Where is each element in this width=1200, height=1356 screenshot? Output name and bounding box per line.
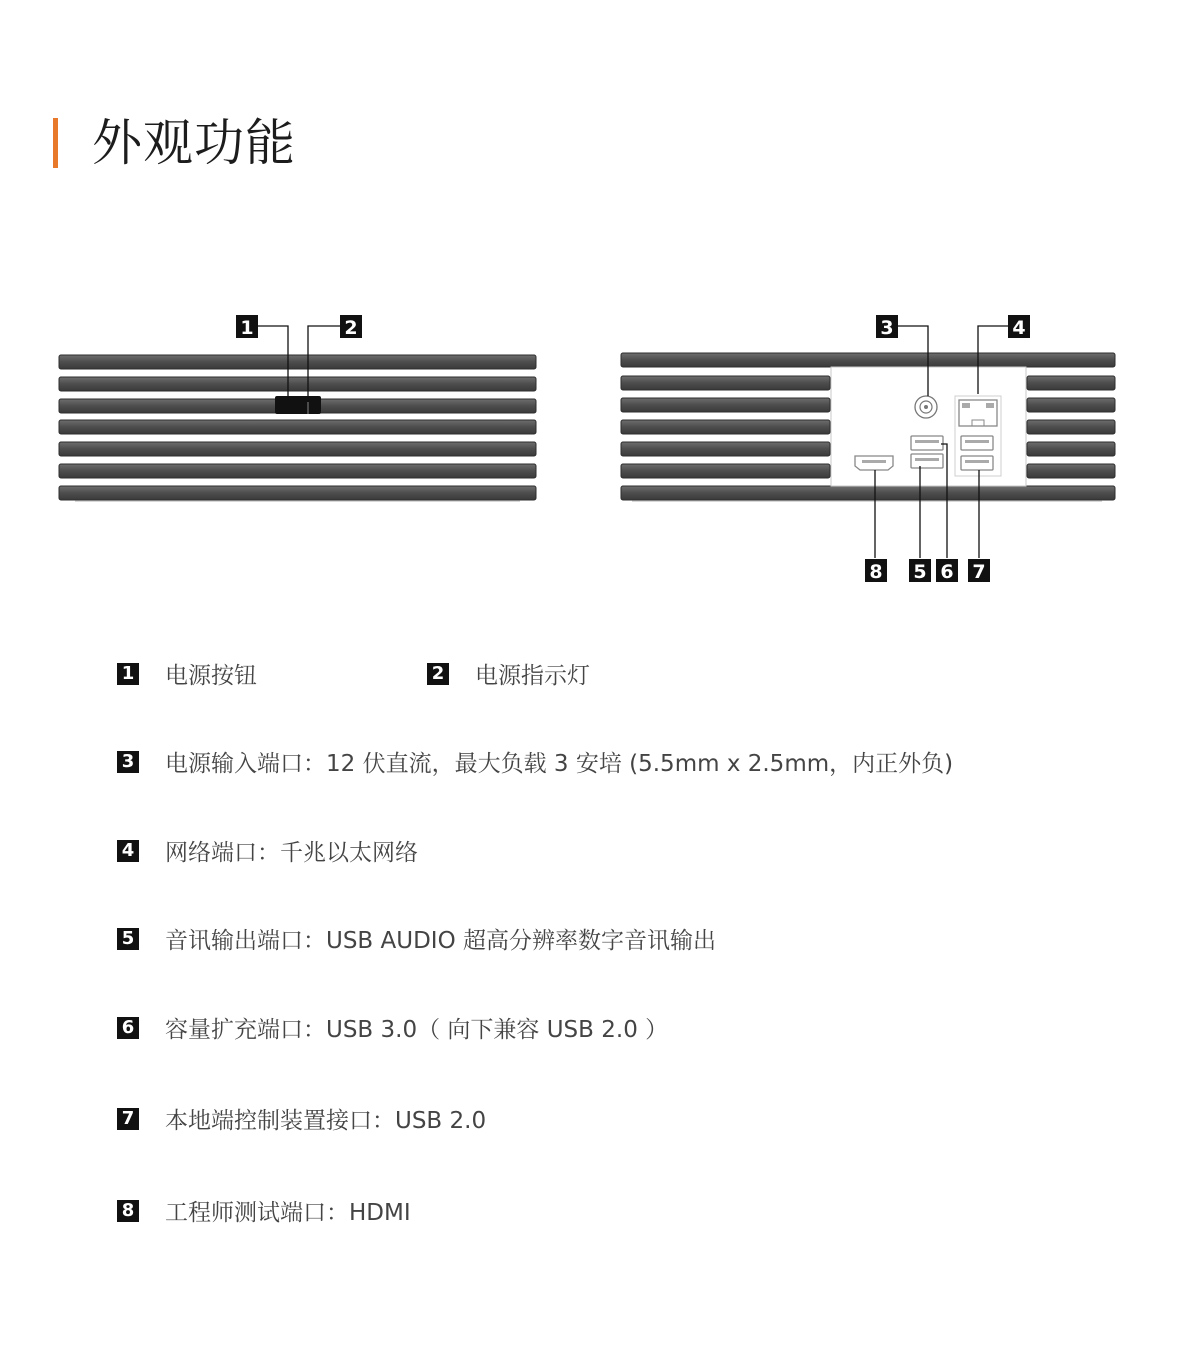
rear-top-fin xyxy=(621,353,1115,367)
callout-6 xyxy=(936,559,958,583)
legend-badge-5: 5 xyxy=(117,928,139,950)
power-button-graphic xyxy=(275,396,321,414)
legend-text-4: 网络端口：千兆以太网络 xyxy=(165,840,418,866)
callout-2-label: 2 xyxy=(344,317,358,339)
legend-text-8: 工程师测试端口：HDMI xyxy=(165,1200,411,1226)
legend-item-2 xyxy=(427,657,590,690)
callout-7 xyxy=(968,559,990,583)
page-title: 外观功能 xyxy=(92,114,296,172)
legend-item-7 xyxy=(117,1102,486,1135)
rear-right-fins xyxy=(1027,376,1115,478)
callout-8-label: 8 xyxy=(869,561,883,583)
rear-bottom-fin xyxy=(621,486,1115,500)
device-diagram xyxy=(0,0,1200,600)
callout-4-label: 4 xyxy=(1012,317,1026,339)
legend-badge-7: 7 xyxy=(117,1108,139,1130)
callout-1 xyxy=(236,315,258,339)
legend-badge-8: 8 xyxy=(117,1200,139,1222)
legend-badge-4: 4 xyxy=(117,840,139,862)
legend-text-2: 电源指示灯 xyxy=(475,663,590,689)
legend-item-3 xyxy=(117,745,953,778)
legend-badge-3: 3 xyxy=(117,751,139,773)
legend-text-6: 容量扩充端口：USB 3.0（ 向下兼容 USB 2.0 ） xyxy=(165,1017,669,1043)
callout-2 xyxy=(340,315,362,339)
callout-5 xyxy=(909,559,931,583)
legend-item-4 xyxy=(117,834,418,867)
legend-badge-1: 1 xyxy=(117,663,139,685)
legend-item-5 xyxy=(117,922,716,955)
rear-view xyxy=(621,326,1115,558)
legend-item-1 xyxy=(117,657,257,690)
callout-4 xyxy=(1008,315,1030,339)
callout-7-label: 7 xyxy=(972,561,986,583)
rear-left-fins xyxy=(621,376,830,478)
callout-6-label: 6 xyxy=(940,561,954,583)
legend-text-5: 音讯输出端口：USB AUDIO 超高分辨率数字音讯输出 xyxy=(165,928,717,954)
callout-5-label: 5 xyxy=(913,561,927,583)
legend-item-8 xyxy=(117,1194,411,1227)
legend-text-1: 电源按钮 xyxy=(165,663,257,689)
legend-item-6 xyxy=(117,1011,668,1044)
legend-badge-2: 2 xyxy=(427,663,449,685)
device-diagram-svg xyxy=(0,0,1200,600)
front-view xyxy=(59,326,536,502)
callout-1-label: 1 xyxy=(240,317,254,339)
callout-8 xyxy=(865,559,887,583)
legend-text-3: 电源输入端口：12 伏直流，最大负载 3 安培 (5.5mm x 2.5mm，内正外负) xyxy=(165,751,954,777)
front-fins xyxy=(59,355,536,500)
legend-badge-6: 6 xyxy=(117,1017,139,1039)
callout-3-label: 3 xyxy=(880,317,894,339)
callout-3 xyxy=(876,315,898,339)
legend-text-7: 本地端控制装置接口：USB 2.0 xyxy=(165,1108,487,1134)
